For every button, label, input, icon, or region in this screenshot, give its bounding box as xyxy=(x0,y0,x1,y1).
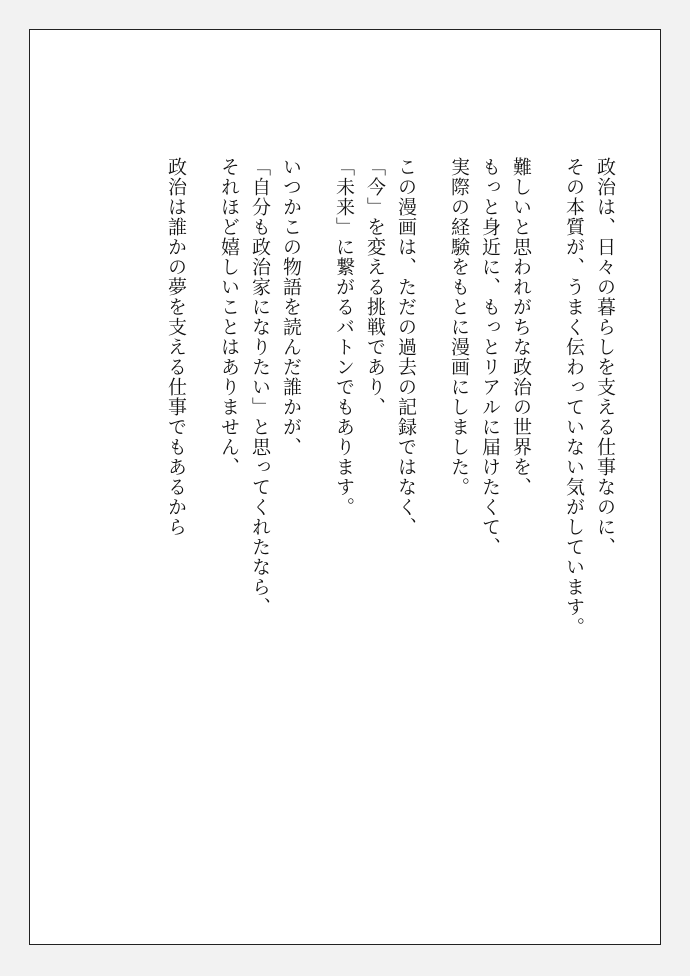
text-line: 政治は誰かの夢を支える仕事でもあるから xyxy=(165,157,187,537)
text-line: 難しいと思われがちな政治の世界を、 xyxy=(510,157,532,497)
text-line: もっと身近に、もっとリアルに届けたくて、 xyxy=(479,157,501,557)
text-line: この漫画は、ただの過去の記録ではなく、 xyxy=(395,157,417,537)
paragraph-gap xyxy=(306,157,328,797)
text-line: それほど嬉しいことはありません、 xyxy=(218,157,240,477)
paragraph-gap xyxy=(421,157,443,797)
text-line: いつかこの物語を読んだ誰かが、 xyxy=(280,157,302,457)
text-line: 「未来」に繋がるバトンでもあります。 xyxy=(333,157,355,517)
text-line: その本質が、うまく伝わっていない気がしています。 xyxy=(563,157,585,637)
text-line: 「自分も政治家になりたい」と思ってくれたなら、 xyxy=(249,157,271,617)
text-line: 政治は、日々の暮らしを支える仕事なのに、 xyxy=(594,157,616,557)
paragraph-gap xyxy=(191,157,213,797)
vertical-text-body xyxy=(60,157,620,797)
text-line: 「今」を変える挑戦であり、 xyxy=(364,157,386,417)
text-line: 実際の経験をもとに漫画にしました。 xyxy=(448,157,470,497)
paragraph-gap xyxy=(536,157,558,797)
